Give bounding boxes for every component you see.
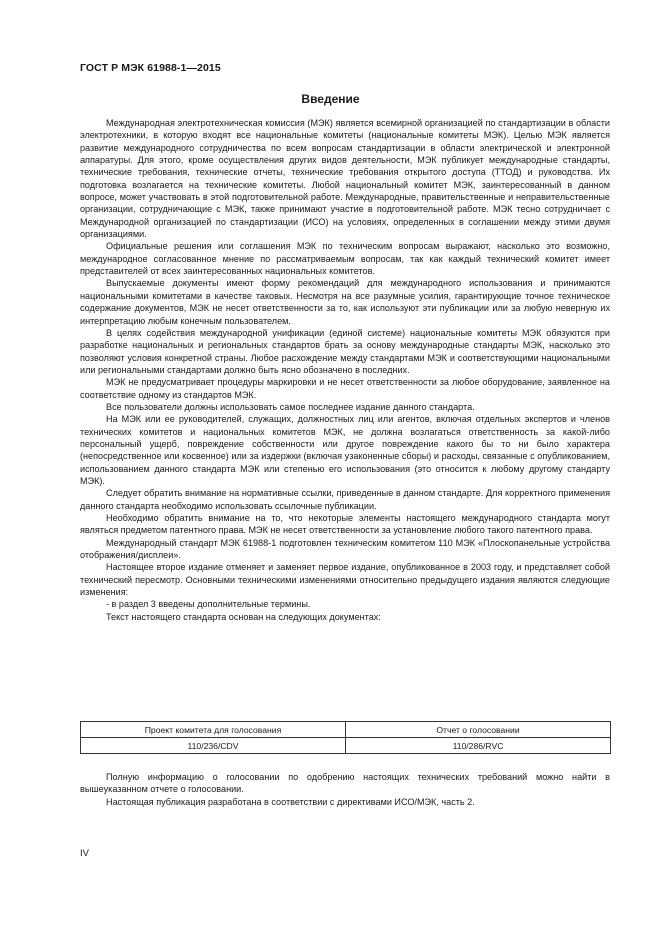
voting-documents-table [80,721,611,754]
paragraph: Необходимо обратить внимание на то, что некоторые элементы настоящего международного стандарта могут являться предметом патентного права. МЭК не несет ответственности за установление любого такого патентного права. [80,513,610,536]
paragraph: Выпускаемые документы имеют форму рекомендаций для международного использования и принимаются национальными комитетами в качестве таковых. Несмотря на все разумные усилия, гарантирующие точное техническое содержание документов, МЭК не несет ответственности за то, как используют эти публикации или за любую неверную их интерпретацию любым конечным пользователем. [80,278,610,326]
document-header: ГОСТ Р МЭК 61988-1—2015 [80,62,221,74]
paragraph: В целях содействия международной унификации (единой системе) национальные комитеты МЭК обязуются при разработке национальных и региональных стандартов брать за основу международные стандарты МЭК, насколько это позволяют условия конкретной страны. Любое расхождение между стандартами МЭК и соответствующими национальными или региональными стандартами должно быть ясно обозначено в последних. [80,327,610,375]
paragraph: Настоящая публикация разработана в соответствии с директивами ИСО/МЭК, часть 2. [106,796,475,807]
paragraph: На МЭК или ее руководителей, служащих, должностных лиц или агентов, включая отдельных экспертов и членов технических комитетов и национальных комитетов МЭК, не должна возлагаться ответственность за какой-либо персональный ущерб, повреждение собственности или другое повреждение какого бы то ни было характера (непосредственное или косвенное) или за издержки (включая узаконенные сборы) и расходы, связанные с опубликованием, использованием данного стандарта МЭК или степенью его использования (это относится к любому другому стандарту МЭК). [80,414,610,486]
paragraph: МЭК не предусматривает процедуры маркировки и не несет ответственности за любое оборудование, заявленное на соответствие одному из стандартов МЭК. [80,377,610,400]
paragraph: Следует обратить внимание на нормативные ссылки, приведенные в данном стандарте. Для корректного применения данного стандарта необходимо использовать ссылочные публикации. [80,488,610,511]
section-title: Введение [301,92,360,106]
table-cell: 110/286/RVC [346,738,611,754]
paragraph: Настоящее второе издание отменяет и заменяет первое издание, опубликованное в 2003 году, и представляет собой технический пересмотр. Основными техническими изменениями относительно предыдущего издания являются следующие изменения: [80,562,610,598]
closing-body [80,771,610,808]
paragraph: Международная электротехническая комиссия (МЭК) является всемирной организацией по стандартизации в области электротехники, в которую входят все национальные комитеты (национальные комитеты МЭК). Целью МЭК является развитие международного сотрудничества по всем вопросам стандартизации в области электрической и электронной аппаратуры. Для этого, кроме осуществления других видов деятельности, МЭК публикует международные стандарты, технические требования, технические отчеты, технические требования открытого доступа (ТТОД) и руководства. Их подготовка возлагается на технические комитеты. Любой национальный комитет МЭК, заинтересованный в данном вопросе, может участвовать в этой подготовительной работе. Международные, правительственные и неправительственные организации, сотрудничающие с МЭК, также принимают участие в подготовительной работе. МЭК тесно сотрудничает с Международной организацией по стандартизации (ИСО) на условиях, определенных в соглашении между этими двумя организациями. [80,118,610,240]
introduction-body [80,117,610,623]
table-header-row [81,722,611,738]
paragraph: Все пользователи должны использовать самое последнее издание данного стандарта. [106,401,475,412]
table-cell: 110/236/CDV [81,738,346,754]
paragraph: Полную информацию о голосовании по одобрению настоящих технических требований можно найти в вышеуказанном отчете о голосовании. [80,772,610,795]
table-header-cell: Проект комитета для голосования [81,722,346,738]
paragraph: Текст настоящего стандарта основан на следующих документах: [106,611,381,622]
paragraph: - в раздел 3 введены дополнительные термины. [106,599,311,610]
paragraph: Официальные решения или соглашения МЭК по техническим вопросам выражают, насколько это возможно, международное согласованное мнение по рассматриваемым вопросам, так как каждый технический комитет имеет представителей от всех заинтересованных национальных комитетов. [80,241,610,277]
table-header-cell: Отчет о голосовании [346,722,611,738]
paragraph: Международный стандарт МЭК 61988-1 подготовлен техническим комитетом 110 МЭК «Плоскопанельные устройства отображения/дисплеи». [80,537,610,561]
page-number: IV [80,848,89,859]
table-row [81,738,611,754]
